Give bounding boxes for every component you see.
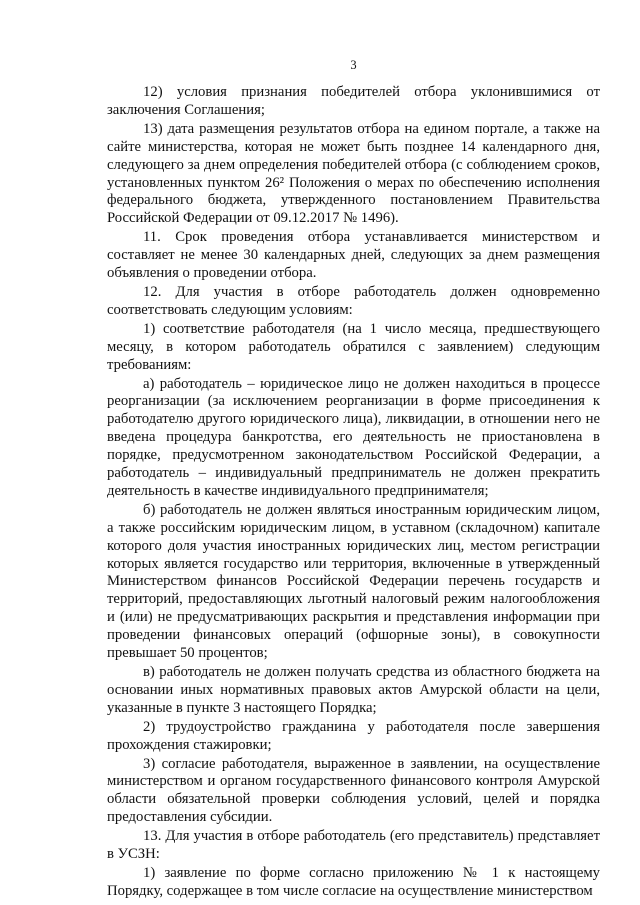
- paragraph-clause-13: 13. Для участия в отборе работодатель (его представитель) представляет в УСЗН:: [107, 828, 600, 863]
- paragraph-item-13: 13) дата размещения результатов отбора на едином портале, а также на сайте министерства, которая не может быть позднее 14 календарного дня, следующего за днем определения победителей отбора (с соблюдением сроков, установленных пунктом 26² Положения о мерах по обеспечению исполнения федерального бюджета, утвержденного постановлением Правительства Российской Федерации от 09.12.2017 № 1496).: [107, 120, 600, 227]
- paragraph-condition-a: а) работодатель – юридическое лицо не должен находиться в процессе реорганизации (за исключением реорганизации в форме присоединения к работодателю другого юридического лица), ликвидации, в отношении него не введена процедура банкротства, его деятельность не приостановлена в порядке, предусмотренном законодательством Российской Федерации, а работодатель – индивидуальный предприниматель не должен прекратить деятельность в качестве индивидуального предпринимателя;: [107, 375, 600, 499]
- page-number: 3: [350, 58, 357, 72]
- paragraph-clause-11: 11. Срок проведения отбора устанавливается министерством и составляет не менее 30 календарных дней, следующих за днем размещения объявления о проведении отбора.: [107, 229, 600, 282]
- paragraph-condition-1: 1) соответствие работодателя (на 1 число месяца, предшествующего месяцу, в котором работодатель обратился с заявлением) следующим требованиям:: [107, 320, 600, 373]
- paragraph-document-1: 1) заявление по форме согласно приложению № 1 к настоящему Порядку, содержащее в том числе согласие на осуществление министерством: [107, 864, 600, 899]
- paragraph-condition-2: 2) трудоустройство гражданина у работодателя после завершения прохождения стажировки;: [107, 718, 600, 753]
- paragraph-condition-b: б) работодатель не должен являться иностранным юридическим лицом, а также российским юридическим лицом, в уставном (складочном) капитале которого доля участия иностранных юридических лиц, местом регистрации которых является государство или территория, включенные в утвержденный Министерством финансов Российской Федерации перечень государств и территорий, предоставляющих льготный налоговый режим налогообложения и (или) не предусматривающих раскрытия и представления информации при проведении финансовых операций (офшорные зоны), в совокупности превышает 50 процентов;: [107, 501, 600, 662]
- paragraph-condition-3: 3) согласие работодателя, выраженное в заявлении, на осуществление министерством и органом государственного финансового контроля Амурской области обязательной проверки соблюдения условий, целей и порядка предоставления субсидии.: [107, 755, 600, 826]
- paragraph-item-12: 12) условия признания победителей отбора уклонившимися от заключения Соглашения;: [107, 84, 600, 118]
- paragraph-condition-v: в) работодатель не должен получать средства из областного бюджета на основании иных нормативных правовых актов Амурской области на цели, указанные в пункте 3 настоящего Порядка;: [107, 664, 600, 716]
- paragraph-clause-12: 12. Для участия в отборе работодатель должен одновременно соответствовать следующим условиям:: [107, 283, 600, 318]
